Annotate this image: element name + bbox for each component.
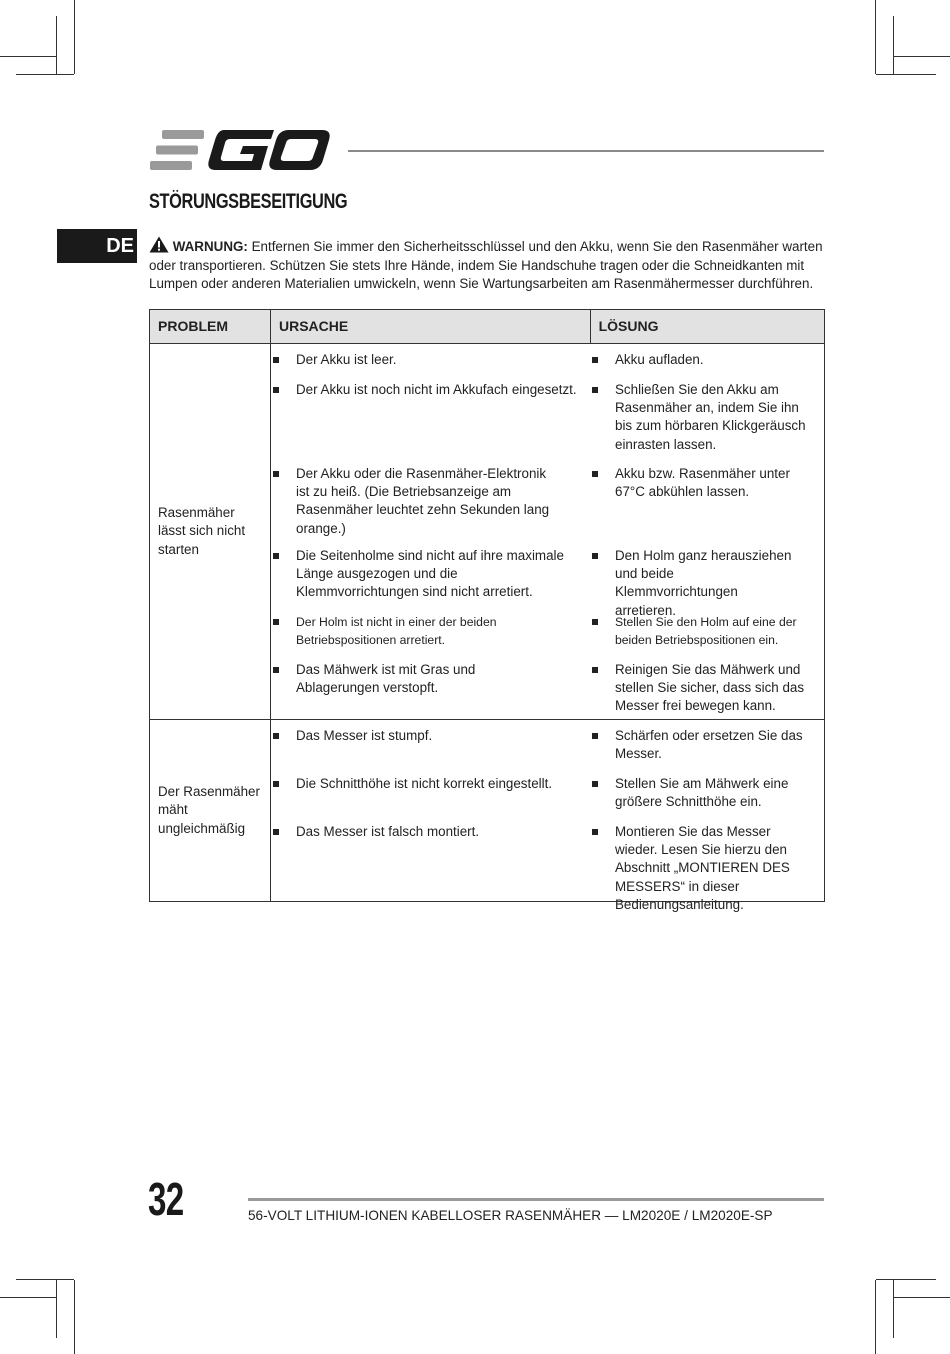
footer-rule [248,1198,824,1201]
cause-item: Das Messer ist falsch montiert. [271,823,590,841]
cause-item: Der Akku oder die Rasenmäher-Elektronik ist zu heiß. (Die Betriebsanzeige am Rasenmäher leuchtet zehn Sekunden lang orange.) [271,465,590,538]
cause-solution-cell [271,720,825,912]
table-row [150,720,825,902]
cause-item: Das Messer ist stumpf. [271,727,590,745]
crop-mark [893,1280,894,1338]
solution-item: Stellen Sie den Holm auf eine der beiden Betriebspositionen ein. [590,613,824,649]
ego-logo [150,130,332,170]
cause-item: Der Akku ist noch nicht im Akkufach eingesetzt. [271,381,590,399]
solution-item: Reinigen Sie das Mähwerk und stellen Sie sicher, dass sich das Messer frei bewegen kann. [590,661,824,716]
crop-mark [16,74,74,75]
page-number: 32 [148,1173,184,1225]
header-problem: PROBLEM [150,310,271,344]
section-title: STÖRUNGSBESEITIGUNG [149,190,348,213]
header-solution: LÖSUNG [590,310,824,344]
solution-item: Schärfen oder ersetzen Sie das Messer. [590,727,824,763]
crop-mark [893,56,950,57]
cause-solution-pair [271,381,824,465]
cause-solution-pair [271,465,824,547]
cause-solution-pair [271,727,824,775]
crop-mark [74,1280,75,1354]
cause-solution-pair [271,775,824,823]
warning-triangle-icon [149,236,169,253]
crop-mark [876,74,936,75]
cause-solution-pair [271,547,824,618]
cause-item: Die Seitenholme sind nicht auf ihre maximale Länge ausgezogen und die Klemmvorrichtungen sind nicht arretiert. [271,547,590,602]
table-header-row [150,310,825,344]
table-row [150,344,825,720]
crop-mark [56,1280,57,1338]
solution-item: Schließen Sie den Akku am Rasenmäher an, indem Sie ihn bis zum hörbaren Klickgeräusch einrasten lassen. [590,381,824,454]
crop-mark [875,1280,876,1354]
header-rule [348,150,824,152]
crop-mark [56,16,57,74]
cause-solution-pair [271,823,824,912]
crop-mark [893,1297,950,1298]
warning-label: WARNUNG: [172,239,248,254]
cause-solution-pair [271,613,824,661]
cause-item: Das Mähwerk ist mit Gras und Ablagerungen verstopft. [271,661,590,697]
crop-mark [0,56,57,57]
cause-solution-cell [271,344,825,720]
cause-item: Der Akku ist leer. [271,351,590,369]
warning-notice [149,236,825,294]
solution-item: Den Holm ganz herausziehen und beide Klemmvorrichtungen arretieren. [590,547,824,620]
solution-item: Akku aufladen. [590,351,824,369]
language-tab: DE [57,229,137,263]
footer-title: 56-VOLT LITHIUM-IONEN KABELLOSER RASENMÄHER — LM2020E / LM2020E-SP [248,1208,773,1223]
crop-mark [74,0,75,74]
crop-mark [893,16,894,74]
crop-mark [875,0,876,74]
crop-mark [0,1297,57,1298]
solution-item: Montieren Sie das Messer wieder. Lesen Sie hierzu den Abschnitt „MONTIEREN DES MESSERS“ in dieser Bedienungsanleitung. [590,823,824,914]
cause-item: Die Schnitthöhe ist nicht korrekt eingestellt. [271,775,590,793]
warning-text: Entfernen Sie immer den Sicherheitsschlüssel und den Akku, wenn Sie den Rasenmäher warten oder transportieren. Schützen Sie stets Ihre Hände, indem Sie Handschuhe tragen oder die Schneidkanten mit Lumpen oder anderen Materialien umwickeln, wenn Sie Wartungsarbeiten am Rasenmähermesser durchführen. [149,239,823,291]
cause-solution-pair [271,661,824,717]
problem-cell: Der Rasenmäher mäht ungleichmäßig [150,720,271,902]
solution-item: Stellen Sie am Mähwerk eine größere Schnitthöhe ein. [590,775,824,811]
solution-item: Akku bzw. Rasenmäher unter 67°C abkühlen lassen. [590,465,824,501]
troubleshooting-table [149,309,825,912]
cause-item: Der Holm ist nicht in einer der beiden Betriebspositionen arretiert. [271,613,590,649]
problem-cell: Rasenmäher lässt sich nicht starten [150,344,271,720]
crop-mark [876,1279,936,1280]
crop-mark [16,1279,74,1280]
cause-solution-pair [271,351,824,381]
header-cause: URSACHE [271,310,591,344]
